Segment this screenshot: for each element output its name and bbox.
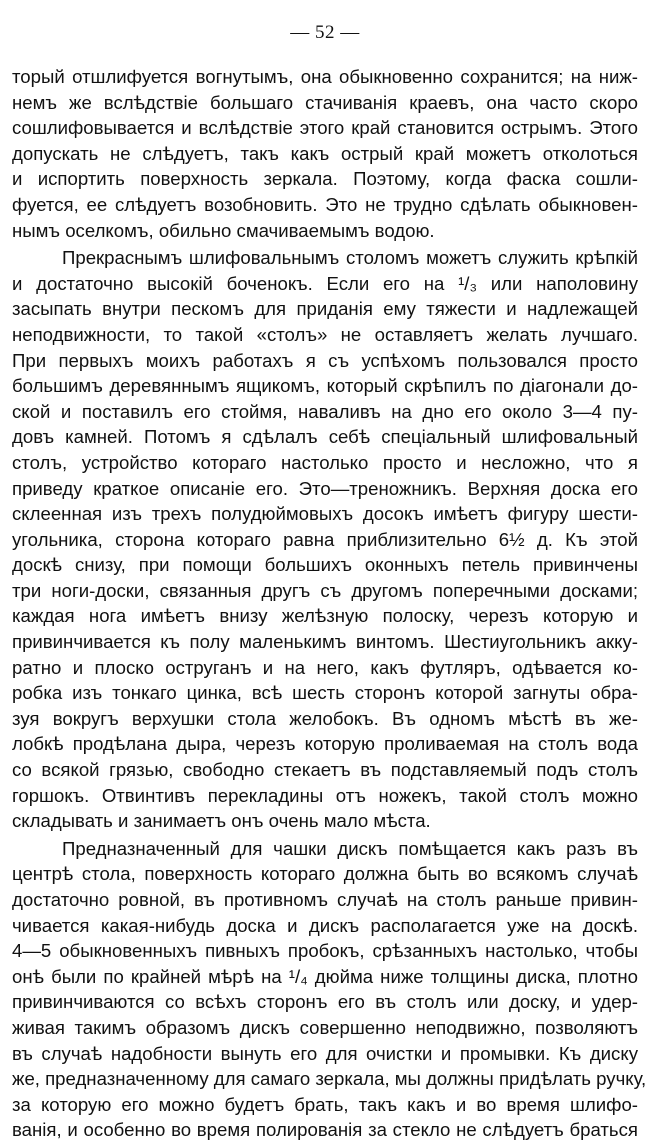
text-line: ратно и плоско оструганъ и на него, какъ футляръ, одѣвается ко-	[12, 656, 638, 678]
text-line: большимъ деревяннымъ ящикомъ, который скрѣпилъ по діагонали до-	[12, 375, 638, 397]
text-line: довъ камней. Потомъ я сдѣлалъ себѣ спеціальный шлифовальный	[12, 426, 638, 448]
text-line: фуется, ее слѣдуетъ возобновить. Это не трудно сдѣлать обыкновен-	[12, 193, 638, 215]
text-line: столъ, устройство котораго настолько просто и несложно, что я	[12, 451, 638, 473]
text-line: привинчиваются со всѣхъ сторонъ его въ столъ или доску, и удер-	[12, 991, 638, 1013]
text-line: 4—5 обыкновенныхъ пивныхъ пробокъ, срѣзанныхъ настолько, чтобы	[12, 940, 638, 962]
text-line: достаточно ровной, въ противномъ случаѣ на столъ раньше привин-	[12, 889, 638, 910]
text-line: ванія, и особенно во время полированія за стекло не слѣдуетъ браться	[12, 1119, 638, 1141]
text-line: живая такимъ образомъ дискъ совершенно неподвижно, позволяютъ	[12, 1016, 638, 1038]
text-line: онѣ были по крайней мѣрѣ на ¹/₄ дюйма ниже толщины диска, плотно	[12, 965, 638, 987]
text-line: складывать и занимаетъ онъ очень мало мѣста.	[12, 810, 431, 832]
text-line: за которую его можно будетъ брать, такъ какъ и во время шлифо-	[12, 1093, 638, 1115]
text-line: же, предназначенному для самаго зеркала, мы должны придѣлать ручку,	[12, 1068, 647, 1090]
text-line: допускать не слѣдуетъ, такъ какъ острый край можетъ отколоться	[12, 142, 638, 164]
text-line: нымъ оселкомъ, обильно смачиваемымъ водою.	[12, 219, 435, 241]
text-line: горшокъ. Отвинтивъ перекладины отъ ножекъ, такой столъ можно	[12, 784, 638, 806]
text-line: торый отшлифуется вогнутымъ, она обыкновенно сохранится; на ниж-	[12, 66, 638, 87]
text-line: привинчивается къ полу маленькимъ винтомъ. Шестиугольникъ акку-	[12, 631, 638, 653]
text-line: чивается какая-нибудь доска и дискъ располагается уже на доскѣ.	[12, 914, 638, 936]
text-line: доскѣ снизу, при помощи большихъ оконныхъ петель привинчены	[12, 554, 638, 576]
text-line: лобкѣ продѣлана дыра, черезъ которую проливаемая на столъ вода	[12, 733, 638, 755]
paragraph-1	[12, 64, 638, 243]
text-line: центрѣ стола, поверхность котораго должна быть во всякомъ случаѣ	[12, 863, 638, 885]
text-line: немъ же вслѣдствіе большаго стачиванія краевъ, она часто скоро	[12, 91, 638, 113]
text-line: приведу краткое описаніе его. Это—треножникъ. Верхняя доска его	[12, 477, 638, 499]
paragraph-2	[12, 245, 638, 834]
text-line: Предназначенный для чашки дискъ помѣщается какъ разъ въ	[62, 837, 638, 859]
text-line: сошлифовывается и вслѣдствіе этого край становится острымъ. Этого	[12, 117, 638, 139]
text-line: склеенная изъ трехъ полудюймовыхъ досокъ имѣетъ фигуру шести-	[12, 503, 638, 525]
page-number: — 52 —	[290, 22, 360, 43]
text-line: робка изъ тонкаго цинка, всѣ шесть сторонъ которой загнуты обра-	[12, 682, 638, 704]
text-line: Прекраснымъ шлифовальнымъ столомъ можетъ служить крѣпкій	[62, 247, 638, 269]
paragraph-3	[12, 836, 647, 1143]
text-line: ской и поставилъ его стоймя, наваливъ на дно его около 3—4 пу-	[12, 400, 638, 422]
text-line: При первыхъ моихъ работахъ я съ успѣхомъ пользовался просто	[12, 349, 638, 371]
text-line: со всякой грязью, свободно стекаетъ въ подставляемый подъ столъ	[12, 759, 638, 781]
text-line: засыпать внутри пескомъ для приданія ему тяжести и надлежащей	[12, 298, 638, 320]
text-line: угольника, сторона котораго равна приблизительно 6½ д. Къ этой	[12, 528, 638, 550]
text-line: и испортить поверхность зеркала. Поэтому, когда фаска сошли-	[12, 168, 638, 190]
text-line: неподвижности, то такой «столъ» не оставляетъ желать лучшаго.	[12, 323, 638, 345]
text-line: зуя вокругъ верхушки стола желобокъ. Въ одномъ мѣстѣ въ же-	[12, 707, 638, 729]
text-line: и достаточно высокій боченокъ. Если его на ¹/₃ или наполовину	[12, 272, 638, 294]
text-line: три ноги-доски, связанныя другъ съ другомъ поперечными досками;	[12, 579, 638, 601]
text-line: каждая нога имѣетъ внизу желѣзную полоску, черезъ которую и	[12, 605, 638, 627]
text-line: въ случаѣ надобности вынуть его для очистки и промывки. Къ диску	[12, 1042, 638, 1064]
page-text	[12, 64, 647, 1145]
